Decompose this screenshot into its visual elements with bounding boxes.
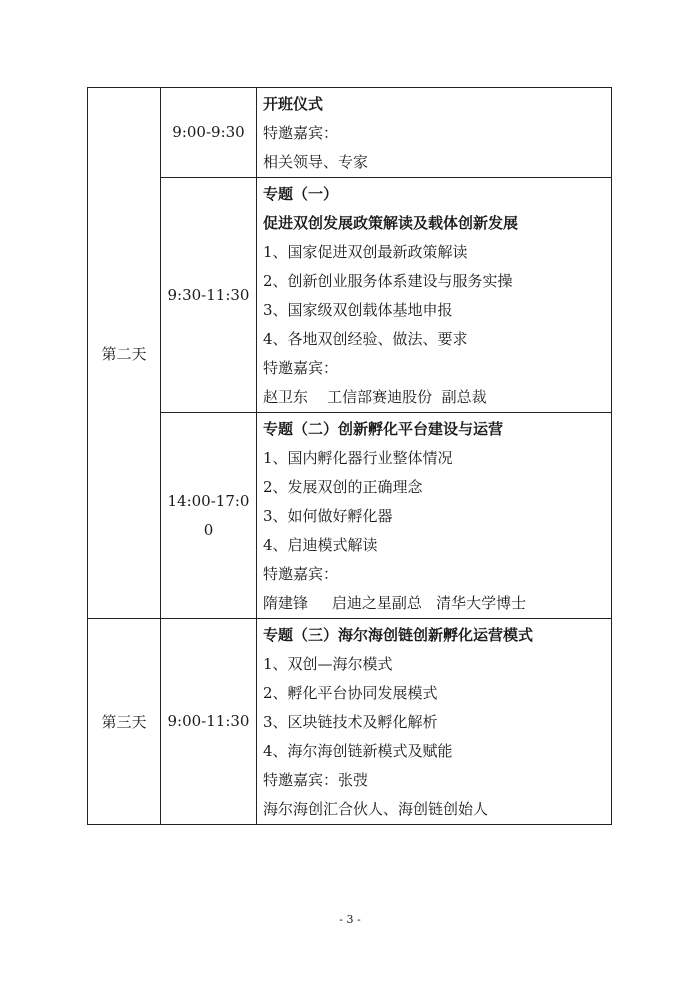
page-number: - 3 -: [339, 913, 361, 926]
content-cell: [257, 88, 612, 178]
content-line: 3、国家级双创载体基地申报: [263, 301, 453, 319]
table-row: [88, 178, 612, 413]
content-line: 相关领导、专家: [263, 153, 369, 171]
content-line: 特邀嘉宾：: [263, 359, 339, 377]
content-line: 2、发展双创的正确理念: [263, 478, 423, 496]
time-cell: 9:00-11:30: [161, 619, 257, 825]
content-line: 4、启迪模式解读: [263, 536, 378, 554]
content-cell: [257, 413, 612, 619]
time-cell: 9:30-11:30: [161, 178, 257, 413]
content-line: 特邀嘉宾：: [263, 124, 339, 142]
time-cell: 9:00-9:30: [161, 88, 257, 178]
content-line: 1、国家促进双创最新政策解读: [263, 243, 468, 261]
content-line: 特邀嘉宾：: [263, 565, 339, 583]
session-title: 专题（二）创新孵化平台建设与运营: [263, 420, 504, 438]
day-cell: 第二天: [88, 88, 161, 619]
content-line: 特邀嘉宾：张弢: [263, 771, 369, 789]
content-line: 2、创新创业服务体系建设与服务实操: [263, 272, 513, 290]
content-line: 2、孵化平台协同发展模式: [263, 684, 438, 702]
content-line: 4、海尔海创链新模式及赋能: [263, 742, 453, 760]
table-row: [88, 413, 612, 619]
table-row: [88, 619, 612, 825]
session-subtitle: 促进双创发展政策解读及载体创新发展: [263, 214, 519, 232]
content-cell: [257, 619, 612, 825]
content-line: 隋建锋 启迪之星副总 清华大学博士: [263, 594, 527, 612]
content-line: 赵卫东 工信部赛迪股份 副总裁: [263, 388, 487, 406]
session-title: 专题（三）海尔海创链创新孵化运营模式: [263, 626, 534, 644]
time-text: 14:00-17:00: [167, 491, 250, 539]
time-cell: [161, 413, 257, 619]
content-line: 海尔海创汇合伙人、海创链创始人: [263, 800, 489, 818]
day-cell: 第三天: [88, 619, 161, 825]
content-cell: [257, 178, 612, 413]
content-line: 3、区块链技术及孵化解析: [263, 713, 438, 731]
table-row: [88, 88, 612, 178]
session-title: 开班仪式: [263, 95, 324, 113]
schedule-table: [87, 87, 612, 825]
content-line: 3、如何做好孵化器: [263, 507, 393, 525]
session-title: 专题（一）: [263, 185, 339, 203]
content-line: 1、双创—海尔模式: [263, 655, 393, 673]
content-line: 1、国内孵化器行业整体情况: [263, 449, 453, 467]
content-line: 4、各地双创经验、做法、要求: [263, 330, 468, 348]
